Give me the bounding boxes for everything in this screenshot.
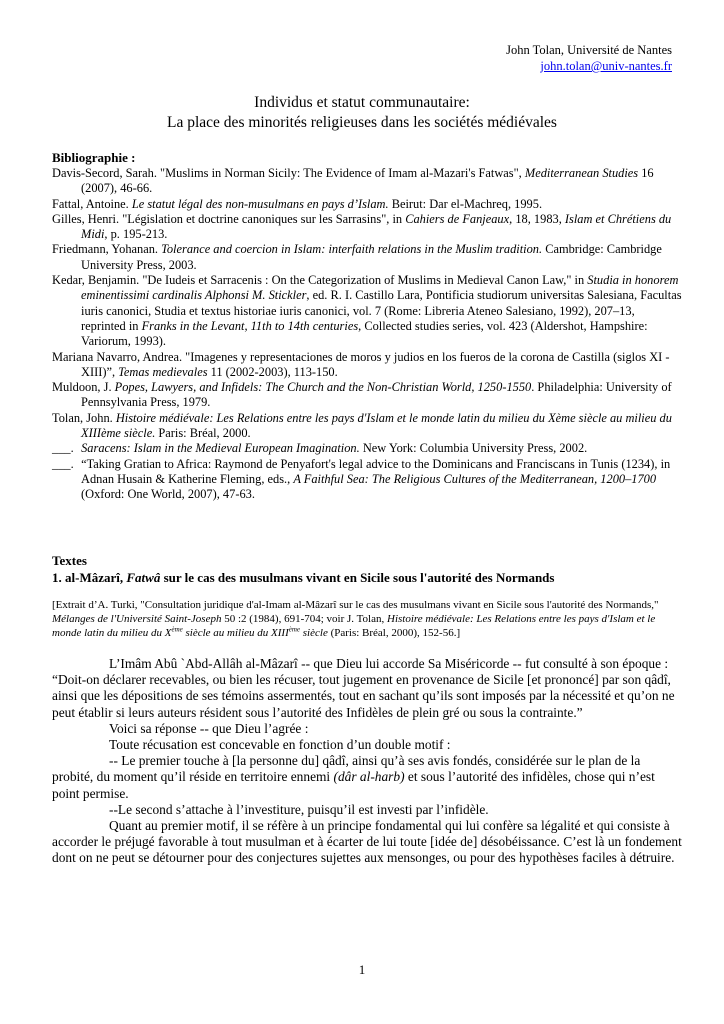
entry-text: Fattal, Antoine. — [52, 196, 132, 211]
heading-italic: Fatwâ — [126, 570, 161, 585]
entry-text: . Philadelphia: University of Pennsylvania Press, 1979. — [81, 380, 672, 410]
entry-text: (Oxford: One World, 2007), 47-63. — [81, 487, 255, 502]
entry-italic: Temas medievales — [118, 364, 208, 379]
entry-text: Tolan, John. — [52, 410, 116, 425]
entry-text: Friedmann, Yohanan. — [52, 242, 162, 257]
entry-italic: Le statut légal des non-musulmans en pays d’Islam. — [131, 196, 389, 211]
citation-text: [Extrait d’A. Turki, "Consultation juridique d'al-Imam al-Mâzarî sur le cas des musulmans vivant en Sicile sous l'autorité des Normands," — [52, 599, 659, 611]
citation-italic: Mélanges de l'Université Saint-Joseph — [52, 613, 222, 625]
entry-text: Beirut: Dar el-Machreq, 1995. — [388, 196, 543, 211]
paragraph-italic: (dâr al-harb) — [333, 769, 405, 785]
bibliography-entry — [52, 380, 682, 411]
entry-text: 16 (2007), 46-66. — [81, 166, 654, 196]
citation-text: 50 :2 (1984), 691-704; voir J. Tolan, — [221, 613, 387, 625]
bibliography-entry — [52, 242, 682, 273]
entry-text: , Collected studies series, vol. 423 (Aldershot, Hampshire: Variorum, 1993). — [81, 318, 648, 349]
citation-italic: siècle au milieu du XIII — [182, 627, 289, 639]
citation-italic: Histoire médiévale: Les Relations entre les pays d'Islam et le monde latin du milieu du X — [52, 613, 656, 639]
ditto-dash: ___. — [52, 441, 74, 456]
document-title — [0, 93, 724, 133]
paragraph — [52, 753, 682, 802]
paragraph: --Le second s’attache à l’investiture, puisqu’il est investi par l’infidèle. — [109, 801, 489, 817]
paragraph: Voici sa réponse -- que Dieu l’agrée : — [109, 720, 309, 736]
entry-text: , ed. R. I. Castillo Lara, Pontificia studiorum universitas Salesiana, Facultas iuris canonici, Studia et textus historiae iuris canonici, vol. 7 (Rome: Libreria Ateneo Salesiano, 1992), 207–13, reprinted in — [81, 288, 682, 333]
fatwa-text — [52, 656, 682, 867]
heading-text: sur le cas des musulmans vivant en Sicile sous l'autorité des Normands — [160, 570, 555, 585]
entry-text: Paris: Bréal, 2000. — [155, 426, 251, 441]
text-1-heading — [52, 569, 682, 586]
entry-text: “Taking Gratian to Africa: Raymond de Penyafort's legal advice to the Dominicans and Franciscans in Tunis (1234), in Adnan Husain & Katherine Fleming, eds., — [78, 456, 671, 486]
author-email-link[interactable]: john.tolan@univ-nantes.fr — [540, 59, 672, 73]
citation-text: (Paris: Bréal, 2000), 152-56.] — [327, 627, 461, 639]
entry-text: Kedar, Benjamin. "De Iudeis et Sarracenis : On the Categorization of Muslims in Medieval Canon Law," in — [52, 273, 588, 288]
entry-text: Cambridge: Cambridge University Press, 2003. — [81, 242, 662, 272]
author-affiliation: John Tolan, Université de Nantes — [506, 43, 672, 57]
paragraph-text: -- Le premier touche à [la personne du] qâdî, ainsi qu’à ses avis fondés, considérée sur le plan de la probité, du moment qu’il réside en territoire ennemi — [52, 753, 641, 785]
title-line-1: Individus et statut communautaire: — [254, 94, 470, 111]
source-citation — [52, 598, 682, 640]
superscript: ème — [288, 625, 301, 634]
entry-text: Mariana Navarro, Andrea. "Imagenes y representaciones de moros y judios en los fueros de la corona de Castilla (siglos XI - XIII)”, — [52, 349, 670, 379]
entry-italic: A Faithful Sea: The Religious Cultures of the Mediterranean, 1200–1700 — [293, 471, 657, 486]
entry-italic: Popes, Lawyers, and Infidels: The Church and the Non-Christian World, 1250-1550 — [114, 380, 532, 395]
entry-italic: Islam et Chrétiens du Midi — [81, 211, 672, 242]
title-line-2: La place des minorités religieuses dans les sociétés médiévales — [167, 114, 557, 131]
page-number: 1 — [358, 962, 366, 977]
texts-section — [52, 552, 682, 867]
bibliography-entry — [52, 441, 682, 456]
citation-italic: siècle — [300, 627, 328, 639]
entry-italic: Mediterranean Studies — [524, 166, 639, 180]
entry-text: Gilles, Henri. "Législation et doctrine canoniques sur les Sarrasins", in — [52, 211, 406, 226]
heading-text: 1. al-Mâzarî, — [52, 570, 127, 585]
entry-text: , 18, 1983, — [509, 211, 565, 226]
texts-heading: Textes — [52, 553, 87, 568]
entry-italic: Tolerance and coercion in Islam: interfaith relations in the Muslim tradition. — [161, 242, 543, 257]
paragraph-text: et sous l’autorité des infidèles, chose qui n’est point permise. — [52, 769, 655, 801]
paragraph: L’Imâm Abû `Abd-Allâh al-Mâzarî -- que Dieu lui accorde Sa Miséricorde -- fut consulté à son époque : “Doit-on déclarer recevables, ou bien les récuser, tout jugement en provenance de Sicile [et prononcé] par son qâdî, ainsi que les dépositions de ses témoins assermentés, tout en sachant qu’ils sont imposés par la nécessité et qu’on ne peut établir si leurs auteurs résident sous l’autorité des Infidèles de plein gré ou sous la contrainte.” — [52, 656, 675, 720]
bibliography-entry — [52, 197, 682, 212]
bibliography-entry — [52, 212, 682, 243]
entry-text: , p. 195-213. — [104, 227, 168, 242]
bibliography-entry — [52, 411, 682, 442]
bibliography-section — [52, 150, 682, 503]
ditto-dash: ___. — [52, 456, 74, 471]
entry-italic: Saracens: Islam in the Medieval European Imagination. — [81, 441, 360, 456]
entry-italic: Cahiers de Fanjeaux — [405, 211, 510, 226]
author-header — [506, 42, 672, 74]
entry-italic: Franks in the Levant, 11th to 14th centuries — [141, 318, 359, 333]
bibliography-entry — [52, 457, 682, 503]
entry-text: 11 (2002-2003), 113-150. — [207, 364, 338, 379]
superscript: ème — [171, 625, 183, 634]
bibliography-heading: Bibliographie : — [52, 150, 136, 165]
entry-text: Davis-Secord, Sarah. "Muslims in Norman Sicily: The Evidence of Imam al-Mazari's Fatwas", — [52, 166, 525, 180]
entry-italic: Studia in honorem eminentissimi cardinalis Alphonsi M. Stickler — [81, 273, 679, 303]
paragraph: Toute récusation est concevable en fonction d’un double motif : — [109, 737, 451, 753]
entry-text: Muldoon, J. — [52, 380, 115, 395]
entry-italic: Histoire médiévale: Les Relations entre les pays d'Islam et le monde latin du milieu du Xème siècle au milieu du XIIIème siècle. — [81, 410, 672, 441]
bibliography-entry — [52, 350, 682, 381]
bibliography-entry — [52, 166, 682, 197]
entry-text: New York: Columbia University Press, 2002. — [359, 441, 588, 456]
paragraph: Quant au premier motif, il se réfère à un principe fondamental qui lui confère sa légalité et qui consiste à accorder le préjugé favorable à tout musulman et à écarter de lui toute [idée de] désobéissance. C’est là un fondement dont on ne peut se détourner pour des conjectures sujettes aux mensonges, ou pour des hypothèses faciles à détruire. — [52, 818, 682, 866]
bibliography-entry — [52, 273, 682, 349]
